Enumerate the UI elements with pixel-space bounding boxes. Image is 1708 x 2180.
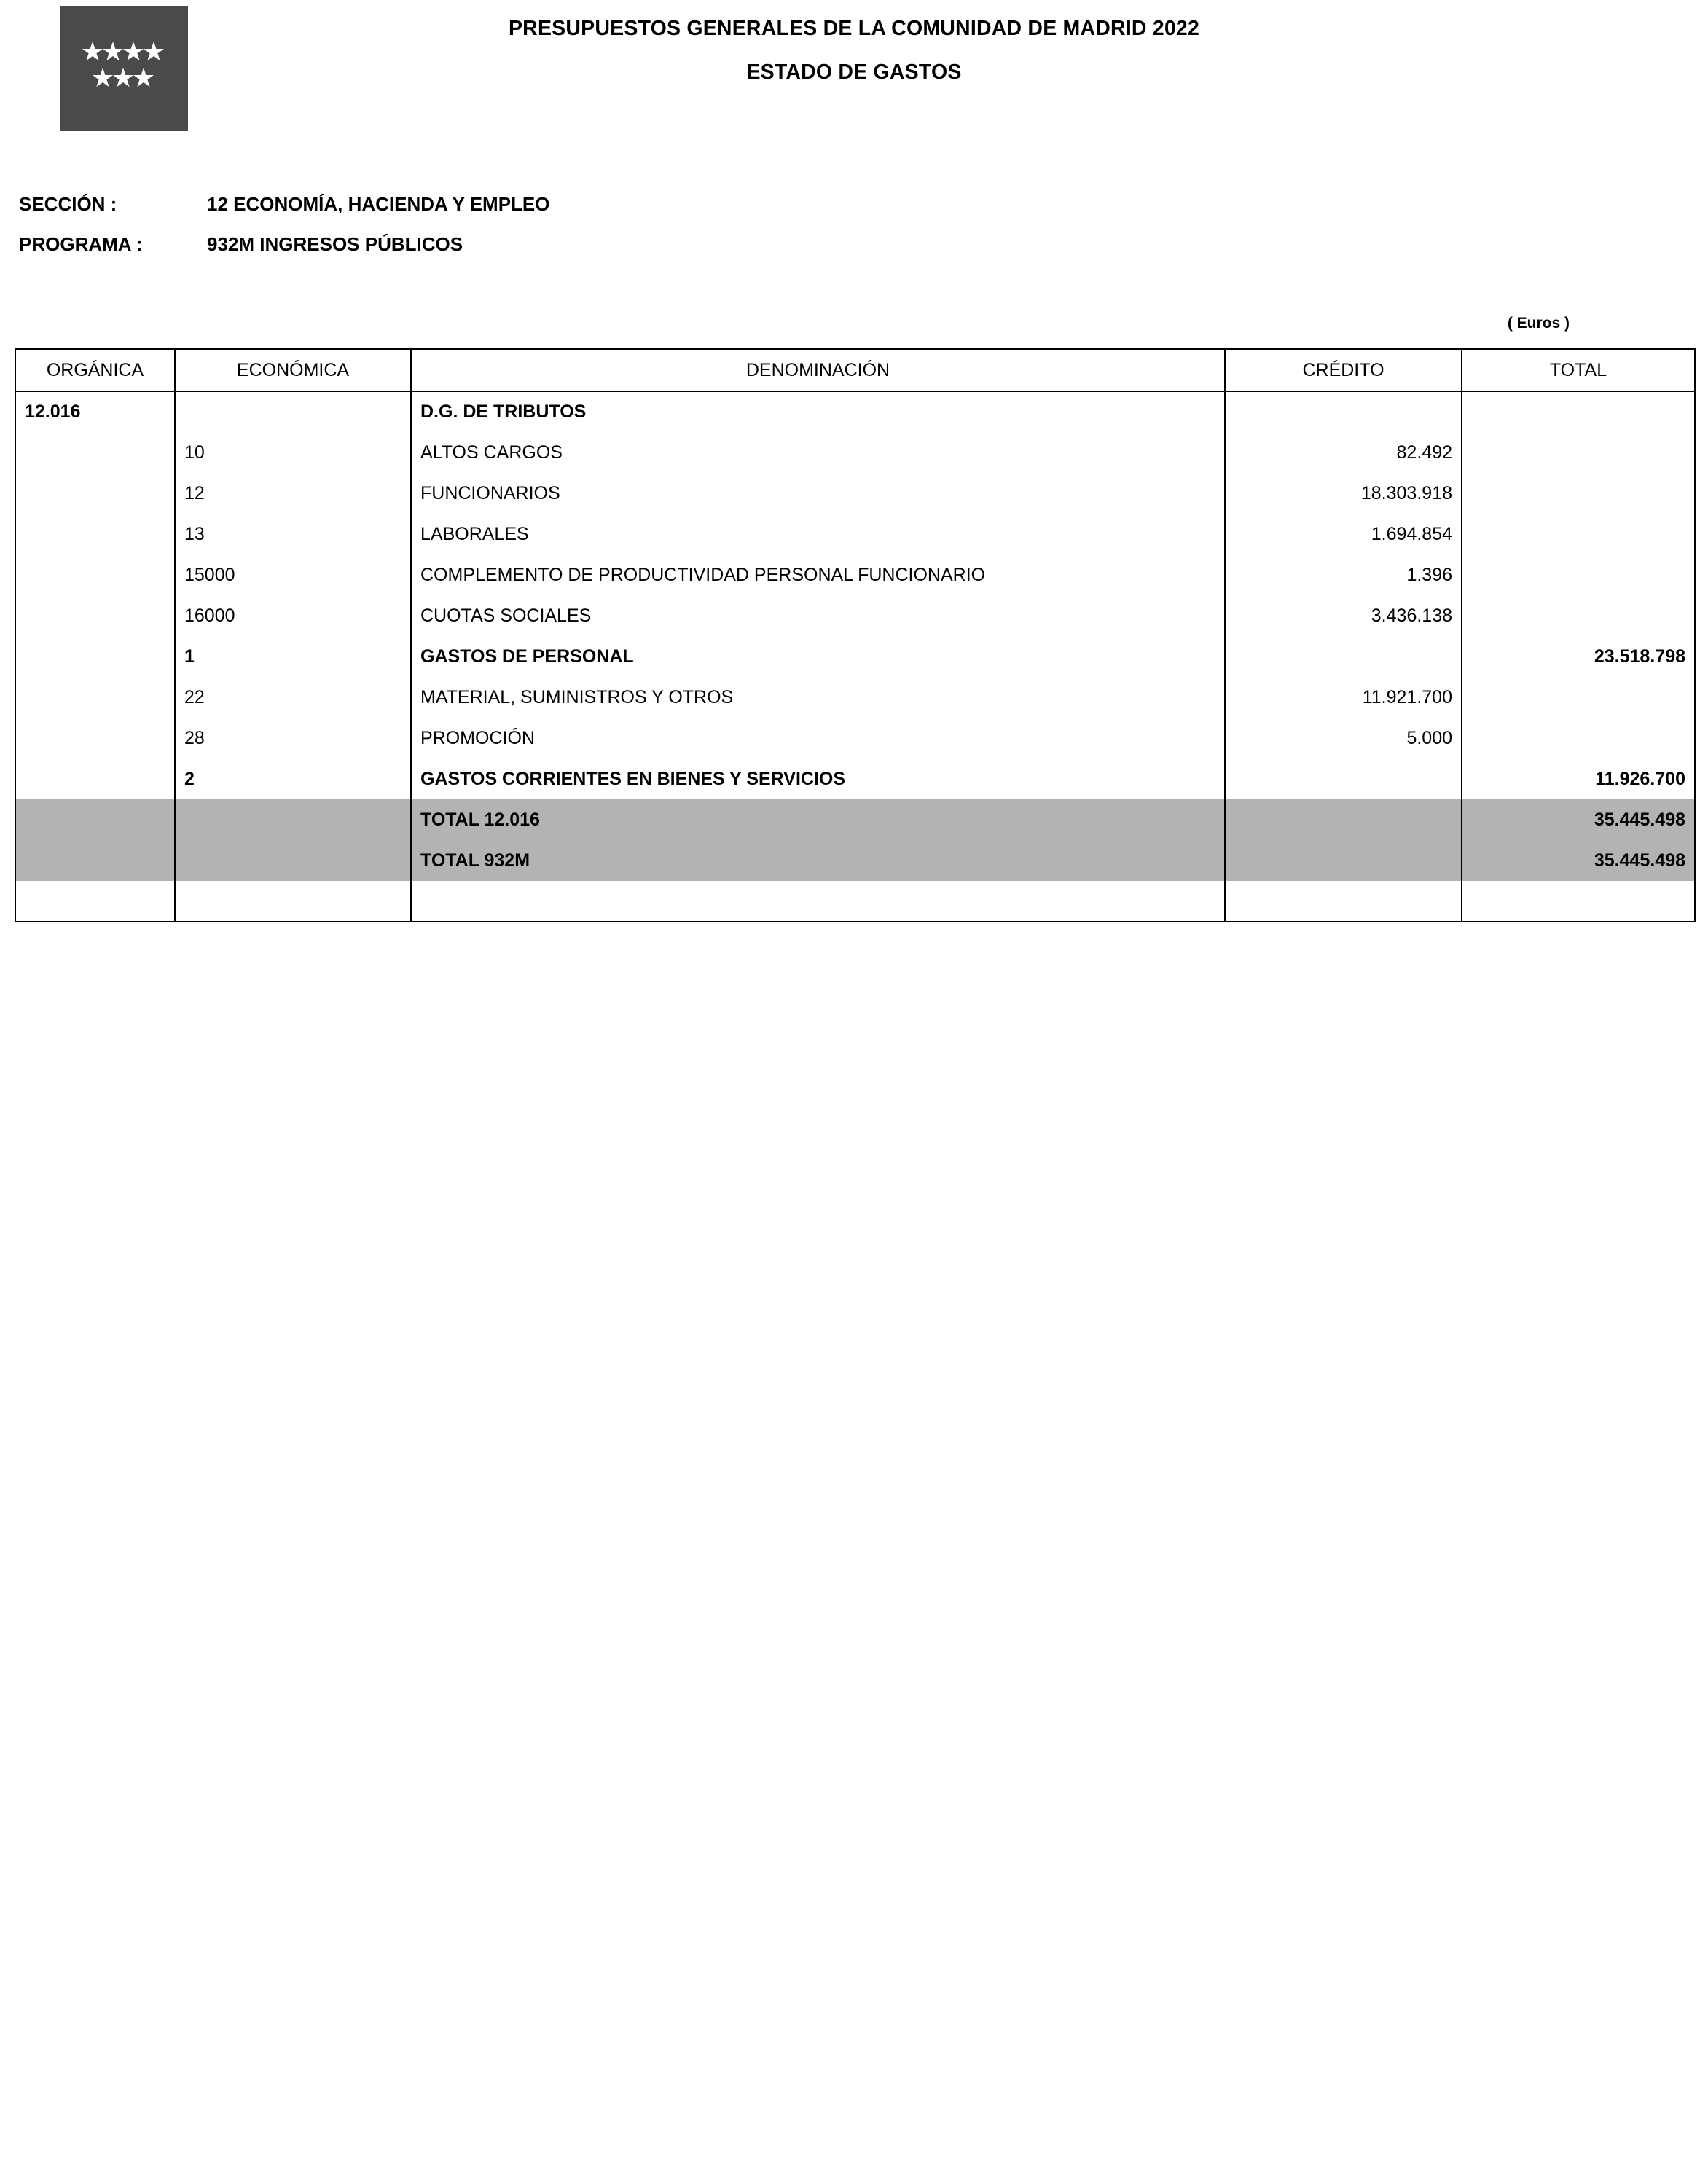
cell-total: 35.445.498 [1462,840,1695,881]
cell-credito: 1.694.854 [1225,514,1462,554]
cell-organica [15,718,175,758]
table-row [15,473,1695,514]
cell-total [1462,391,1695,432]
cell-organica [15,514,175,554]
table-row [15,718,1695,758]
cell-credito [1225,636,1462,677]
cell-credito: 5.000 [1225,718,1462,758]
table-row [15,554,1695,595]
cell-denominacion: TOTAL 12.016 [411,799,1225,840]
cell-total [1462,514,1695,554]
cell-total [1462,595,1695,636]
programa-value: 932M INGRESOS PÚBLICOS [207,233,463,255]
cell-organica [15,840,175,881]
seccion-label: SECCIÓN : [19,193,117,215]
cell-credito [1225,391,1462,432]
cell-total [1462,881,1695,922]
table-row [15,881,1695,922]
cell-denominacion: GASTOS CORRIENTES EN BIENES Y SERVICIOS [411,758,1225,799]
table-row [15,758,1695,799]
cell-credito: 18.303.918 [1225,473,1462,514]
cell-economica: 2 [175,758,411,799]
cell-denominacion: MATERIAL, SUMINISTROS Y OTROS [411,677,1225,718]
cell-denominacion: ALTOS CARGOS [411,432,1225,473]
cell-denominacion: PROMOCIÓN [411,718,1225,758]
cell-total [1462,554,1695,595]
cell-organica [15,554,175,595]
table-row [15,432,1695,473]
page-title: PRESUPUESTOS GENERALES DE LA COMUNIDAD DE MADRID 2022 [508,17,1200,40]
cell-economica: 10 [175,432,411,473]
cell-denominacion: COMPLEMENTO DE PRODUCTIVIDAD PERSONAL FUNCIONARIO [411,554,1225,595]
cell-credito: 11.921.700 [1225,677,1462,718]
cell-total: 23.518.798 [1462,636,1695,677]
programa-row [19,233,550,256]
seccion-value: 12 ECONOMÍA, HACIENDA Y EMPLEO [207,193,550,215]
programa-label: PROGRAMA : [19,233,143,255]
cell-denominacion: GASTOS DE PERSONAL [411,636,1225,677]
table-row [15,595,1695,636]
cell-economica [175,799,411,840]
table-body [15,391,1695,922]
budget-table [15,348,1696,922]
cell-total: 35.445.498 [1462,799,1695,840]
cell-economica [175,391,411,432]
cell-organica: 12.016 [15,391,175,432]
cell-organica [15,758,175,799]
column-header-total: TOTAL [1462,349,1695,391]
cell-denominacion: CUOTAS SOCIALES [411,595,1225,636]
cell-denominacion: D.G. DE TRIBUTOS [411,391,1225,432]
cell-credito: 3.436.138 [1225,595,1462,636]
cell-economica: 12 [175,473,411,514]
header-titles [0,16,1708,85]
cell-total [1462,718,1695,758]
cell-credito: 1.396 [1225,554,1462,595]
table-row [15,677,1695,718]
table-row [15,799,1695,840]
cell-denominacion [411,881,1225,922]
cell-economica: 28 [175,718,411,758]
cell-economica: 22 [175,677,411,718]
seccion-row [19,193,550,216]
cell-economica: 1 [175,636,411,677]
document-header [0,0,1708,146]
cell-organica [15,473,175,514]
cell-total: 11.926.700 [1462,758,1695,799]
cell-organica [15,677,175,718]
currency-note: ( Euros ) [1507,315,1570,332]
column-header-economica: ECONÓMICA [175,349,411,391]
cell-denominacion: TOTAL 932M [411,840,1225,881]
cell-credito [1225,840,1462,881]
cell-economica: 15000 [175,554,411,595]
cell-total [1462,677,1695,718]
table-row [15,840,1695,881]
cell-total [1462,432,1695,473]
budget-table-wrapper [15,348,1694,922]
cell-credito [1225,758,1462,799]
cell-organica [15,799,175,840]
document-meta [19,193,550,273]
cell-economica: 16000 [175,595,411,636]
page-subtitle: ESTADO DE GASTOS [746,60,962,84]
table-row [15,514,1695,554]
cell-credito [1225,881,1462,922]
cell-organica [15,881,175,922]
cell-credito [1225,799,1462,840]
cell-denominacion: FUNCIONARIOS [411,473,1225,514]
table-row [15,636,1695,677]
table-row [15,391,1695,432]
cell-denominacion: LABORALES [411,514,1225,554]
column-header-credito: CRÉDITO [1225,349,1462,391]
column-header-organica: ORGÁNICA [15,349,175,391]
cell-economica [175,881,411,922]
cell-total [1462,473,1695,514]
cell-economica: 13 [175,514,411,554]
cell-organica [15,595,175,636]
column-header-denominacion: DENOMINACIÓN [411,349,1225,391]
cell-organica [15,432,175,473]
table-header-row [15,349,1695,391]
cell-economica [175,840,411,881]
cell-organica [15,636,175,677]
cell-credito: 82.492 [1225,432,1462,473]
